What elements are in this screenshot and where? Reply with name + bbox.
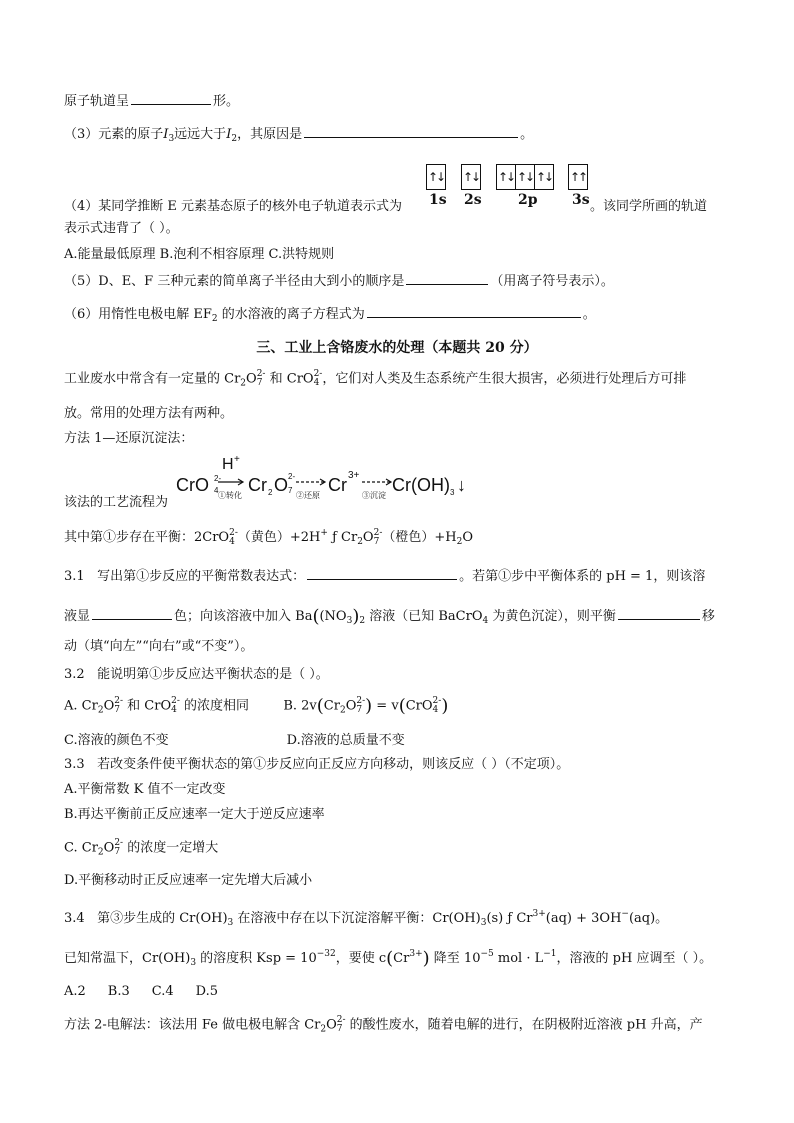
answer-blank[interactable] [618, 606, 700, 620]
q34-text: 降至 10 [429, 951, 481, 966]
intro-text: ，它们对人类及生态系统产生很大损害，必须进行处理后方可排 [322, 371, 687, 387]
q31-line1 [64, 566, 734, 586]
sup: −32 [316, 949, 336, 959]
q33-option-d: D.平衡移动时正反应速率一定先增大后减小 [64, 873, 313, 888]
sub: 7 [373, 536, 380, 547]
charge: 2- [114, 696, 124, 706]
q2-text: 原子轨道呈 [64, 94, 130, 109]
q32-option-b: Cr [323, 698, 340, 714]
orbital-cell: ↑↓ [516, 165, 535, 189]
flow-cr2o7: Cr [248, 475, 267, 495]
q34-text: 已知常温下，Cr(OH) [64, 951, 191, 966]
q4-post: 。该同学所画的轨道 [590, 199, 708, 214]
q33-option-c-text: 的浓度一定增大 [123, 840, 219, 856]
q34-options [64, 983, 734, 1001]
q32-option-a: 和 CrO [123, 698, 172, 714]
eq-text: 其中第①步存在平衡：2CrO [64, 530, 230, 545]
flow-charge: 2- [214, 474, 222, 483]
sub: 4 [229, 536, 235, 547]
sub: 2 [357, 537, 363, 547]
q31-text: 色；向该溶液中加入 Ba [174, 609, 313, 624]
flow-step2: ②还原 [296, 491, 320, 500]
q5-line [64, 271, 734, 291]
q32-option-b: CrO [405, 698, 433, 714]
charge: 2- [373, 527, 383, 538]
q3-text2: ，其原因是 [237, 127, 303, 142]
q31-number: 3.1 [64, 569, 85, 584]
arrow-icon [216, 472, 246, 486]
charge: 2- [313, 369, 323, 379]
q32-option-a: O [103, 698, 115, 714]
paren: ( [312, 606, 320, 627]
charge: 2- [356, 696, 366, 706]
q34-text: Cr [393, 951, 410, 966]
eq-text: （黄色）+2H [237, 530, 321, 545]
sub: 2 [97, 705, 104, 716]
q34-text: 的溶度积 Ksp = 10 [196, 951, 317, 966]
ion-charge [114, 697, 123, 715]
q6-line [64, 304, 734, 328]
sub: 3 [346, 616, 353, 626]
q34-option-a: A.2 [64, 984, 86, 999]
orbital-3s [568, 164, 588, 190]
orbital-label: 1s [429, 192, 447, 208]
q32-option-d: D.溶液的总质量不变 [286, 733, 405, 748]
sub: 4 [171, 705, 177, 715]
orbital-cell: ↑↓ [462, 170, 480, 184]
q3-line [64, 124, 734, 148]
q6-sub: 2 [211, 314, 218, 324]
ion-charge [114, 839, 123, 857]
q34-line1 [64, 905, 734, 932]
flow-plus: + [234, 454, 240, 465]
flow-step3: ③沉淀 [362, 491, 386, 500]
q4-options: A.能量最低原理 B.泡利不相容原理 C.洪特规则 [64, 247, 335, 262]
q5-post: （用离子符号表示）。 [490, 274, 614, 289]
sub: 4 [313, 378, 320, 388]
q32-option-b: O [345, 698, 357, 714]
flow-sub: 7 [288, 486, 293, 495]
q31-text: 写出第①步反应的平衡常数表达式： [97, 569, 306, 584]
q34-text: mol · L [493, 951, 544, 966]
q3-sub: 3 [168, 134, 175, 144]
q33-number: 3.3 [64, 757, 85, 772]
q3-symbol: I [226, 127, 232, 142]
eq-text: O [462, 530, 474, 545]
answer-blank[interactable] [304, 124, 518, 138]
answer-blank[interactable] [367, 304, 581, 318]
answer-blank[interactable] [131, 91, 211, 105]
q31-text: 移 [701, 609, 715, 624]
intro-line2: 放。常用的处理方法有两种。 [64, 406, 234, 421]
eq1-line [64, 524, 734, 551]
q32-line [64, 666, 734, 684]
q34-line2 [64, 945, 734, 972]
intro-text: 和 CrO [265, 371, 314, 387]
q34-number: 3.4 [64, 911, 85, 926]
q31-line2 [64, 606, 734, 630]
eq-text: （橙色）+H [382, 530, 457, 545]
sub: 2 [320, 1024, 327, 1035]
sub: 4 [432, 705, 439, 715]
q4-number: （4） [64, 199, 99, 214]
q3-text: 元素的原子 [98, 127, 164, 142]
flow-step1: ①转化 [218, 491, 242, 500]
sub: 7 [356, 705, 363, 715]
sup: 3+ [532, 909, 546, 919]
q34-option-b: B.3 [107, 984, 130, 999]
method2-text: O [326, 1017, 337, 1033]
q33-option-a: A.平衡常数 K 值不一定改变 [64, 782, 226, 797]
sub: 2 [456, 537, 463, 547]
intro-line1 [64, 370, 734, 393]
sub: 7 [256, 378, 263, 388]
paren: ( [316, 695, 324, 717]
orbital-label: 2p [518, 192, 538, 208]
q31-mid: 。若第①步中平衡体系的 pH = 1，则该溶 [459, 569, 706, 584]
sup: −5 [480, 949, 494, 959]
intro-text: O [246, 371, 257, 387]
q32-option-a: A. Cr [64, 698, 98, 714]
answer-blank[interactable] [92, 606, 172, 620]
flow-cro4: CrO [176, 475, 209, 495]
charge: 2- [229, 527, 238, 538]
q31-text: (NO [319, 609, 347, 624]
sub: 2 [240, 378, 247, 389]
q6-text2: 的水溶液的离子方程式为 [217, 307, 365, 322]
q32-options-cd [64, 732, 734, 750]
flow-sub: 3 [450, 488, 455, 497]
orbital-cell: ↑↓ [535, 170, 553, 184]
charge: 2- [336, 1015, 346, 1025]
sub: 4 [482, 616, 489, 626]
ion-charge [433, 697, 442, 715]
q3-number: （3） [64, 127, 99, 142]
flow-label: 该法的工艺流程为 [64, 495, 169, 510]
charge: 2- [114, 838, 124, 848]
sub: 7 [336, 1024, 343, 1034]
charge: 2- [256, 369, 266, 379]
q32-options-ab [64, 697, 734, 720]
q3-post: 。 [520, 127, 534, 142]
flow-h: H [222, 456, 234, 473]
q2-post: 形。 [213, 94, 240, 109]
q6-post: 。 [582, 307, 596, 322]
q31-text: 液显 [64, 609, 91, 624]
sub: 2 [359, 616, 366, 626]
paren: ) [422, 948, 430, 969]
flow-cr3: Cr [328, 475, 347, 495]
method1-label: 方法 1—还原沉淀法： [64, 431, 194, 446]
ion-charge [229, 529, 238, 547]
q33-option-c-text: C. Cr [64, 840, 98, 856]
intro-text: 工业废水中常含有一定量的 Cr [64, 371, 241, 387]
q3-sub: 2 [231, 134, 238, 144]
q34-text: ，溶液的 pH 应调至（ ）。 [556, 951, 713, 966]
q34-text: (aq)。 [628, 911, 669, 926]
q4-line2: 表示式违背了（ ）。 [64, 221, 179, 236]
flow-croh3: Cr(OH) [392, 475, 450, 495]
q33-text: 若改变条件使平衡状态的第①步反应向正反应方向移动，则该反应（ ）（不定项）。 [97, 757, 570, 772]
flow-down-arrow: ↓ [457, 475, 466, 495]
q34-text: 在溶液中存在以下沉淀溶解平衡：Cr(OH) [233, 911, 481, 926]
sub: 3 [480, 918, 487, 928]
q34-text: (aq) + 3OH [545, 911, 622, 926]
q4-line [64, 198, 734, 216]
q3-symbol: I [163, 127, 169, 142]
q31-text: 溶液（已知 BaCrO [365, 609, 483, 624]
ion-charge [337, 1016, 346, 1034]
paren: ( [386, 948, 394, 969]
orbital-2p [496, 164, 554, 190]
sub: 2 [339, 705, 346, 716]
q32-option-c: C.溶液的颜色不变 [64, 733, 169, 748]
q32-option-b: B. 2v [283, 698, 317, 714]
arrow-icon [360, 472, 394, 486]
flow-charge: 2- [288, 472, 296, 481]
method2-line [64, 1016, 734, 1039]
charge: 2- [432, 696, 442, 706]
orbital-label: 2s [464, 192, 482, 208]
q3-mid: 远远大于 [174, 127, 227, 142]
q34-text: 第③步生成的 Cr(OH) [97, 911, 228, 926]
q4-text: 某同学推断 E 元素基态原子的核外电子轨道表示式为 [98, 199, 403, 214]
eq-text: O [362, 530, 374, 545]
q32-option-b: = v [372, 698, 399, 714]
sub: 3 [190, 958, 197, 968]
sup: + [320, 528, 328, 538]
paren: ( [398, 695, 406, 717]
answer-blank[interactable] [307, 566, 457, 580]
q31-text: 为黄色沉淀），则平衡 [488, 609, 616, 624]
q34-option-c: C.4 [151, 984, 174, 999]
orbital-cell: ↑↑ [569, 170, 587, 184]
paren: ) [441, 695, 449, 717]
sub: 3 [227, 918, 234, 928]
q32-number: 3.2 [64, 667, 85, 682]
answer-blank[interactable] [406, 271, 488, 285]
paren: ) [365, 695, 373, 717]
charge: 2- [171, 696, 180, 706]
orbital-cell: ↑↓ [497, 165, 516, 189]
q32-text: 能说明第①步反应达平衡状态的是（ ）。 [97, 667, 329, 682]
paren: ) [352, 606, 360, 627]
flow-o: O [274, 475, 289, 495]
q32-option-a: 的浓度相同 [179, 698, 250, 714]
method2-text: 的酸性废水，随着电解的进行，在阴极附近溶液 pH 升高，产 [345, 1017, 703, 1033]
sub: 7 [114, 847, 121, 857]
method2-text: 方法 2-电解法：该法用 Fe 做电极电解含 Cr [64, 1017, 321, 1033]
orbital-label: 3s [572, 192, 590, 208]
sub: 2 [97, 847, 104, 858]
q33-option-c-text: O [103, 840, 115, 856]
q34-text: ，要使 c [335, 951, 387, 966]
q33-line [64, 756, 734, 774]
sup: 3+ [409, 949, 423, 959]
ion-charge [356, 697, 365, 715]
arrow-icon [294, 472, 328, 486]
q33-option-b: B.再达平衡前正反应速率一定大于逆反应速率 [64, 807, 325, 822]
eq-text: ƒ Cr [327, 530, 358, 545]
q2-end-line [64, 91, 734, 111]
q6-text: （6）用惰性电极电解 EF [64, 307, 212, 322]
flow-charge: 3+ [348, 470, 360, 481]
q5-text: （5）D、E、F 三种元素的简单离子半径由大到小的顺序是 [64, 274, 405, 289]
q34-option-d: D.5 [195, 984, 219, 999]
sup: −1 [543, 949, 557, 959]
sub: 7 [114, 705, 120, 715]
orbital-2s [461, 164, 481, 190]
q33-option-c [64, 839, 734, 862]
flow-sub: 4 [214, 486, 219, 495]
q34-text: (s) ƒ Cr [486, 911, 533, 926]
section-title: 三、工业上含铬废水的处理（本题共 20 分） [256, 340, 538, 356]
flow-sub: 2 [268, 488, 273, 497]
orbital-cell: ↑↓ [427, 170, 445, 184]
sup: − [621, 909, 629, 919]
ion-charge [171, 697, 180, 715]
q31-line3: 动（填“向左”“向右”或“不变”）。 [64, 639, 254, 654]
orbital-1s [426, 164, 446, 190]
